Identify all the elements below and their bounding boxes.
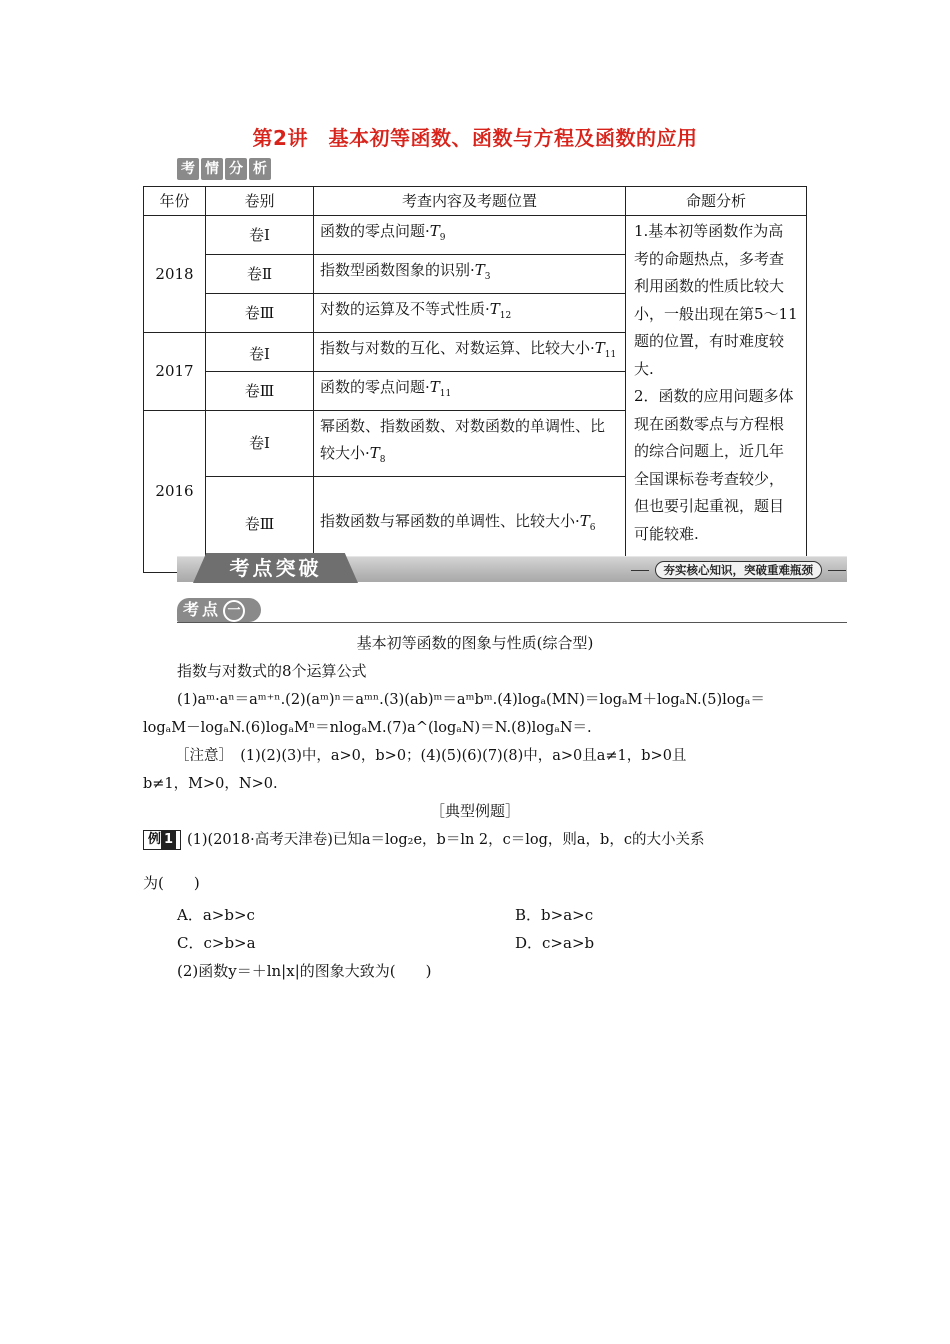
content-cell <box>314 333 626 372</box>
paper-cell: 卷Ⅲ <box>206 372 314 411</box>
divider <box>828 570 846 571</box>
paper-cell: 卷Ⅰ <box>206 216 314 255</box>
page-title: 第2讲 基本初等函数、函数与方程及函数的应用 <box>252 126 698 150</box>
paper-cell: 卷Ⅰ <box>206 333 314 372</box>
example-badge-number: 1 <box>161 831 176 849</box>
question-continuation: 为( ) <box>143 874 200 892</box>
kaodian-number-circle: 一 <box>223 600 245 622</box>
t-symbol: T <box>579 511 590 530</box>
kaodian-label <box>177 598 261 622</box>
analysis-text: 1.基本初等函数作为高考的命题热点，多考查利用函数的性质比较大小，一般出现在第5～11题的位置，有时难度较大. 2．函数的应用问题多体现在函数零点与方程根的综合问题上，近几年全国课标卷考查较少，但也要引起重视，题目可能较难. <box>634 222 798 543</box>
content-text: 对数的运算及不等式性质· <box>320 300 490 318</box>
table-header-row <box>144 187 807 216</box>
paper-cell: 卷Ⅰ <box>206 411 314 477</box>
question-text: (1)(2018·高考天津卷)已知a＝log₂e，b＝ln 2，c＝log，则a，b，c的大小关系 <box>187 832 705 848</box>
section-banner-tagline <box>631 561 847 579</box>
content-cell <box>314 372 626 411</box>
option-a[interactable]: A．a>b>c <box>177 906 255 924</box>
t-symbol: T <box>474 261 485 279</box>
analysis-cell <box>626 216 807 573</box>
option-d[interactable]: D．c>a>b <box>515 934 595 952</box>
section-banner-title: 考点突破 <box>229 556 322 580</box>
formula-heading: 指数与对数式的8个运算公式 <box>177 662 367 680</box>
option-c[interactable]: C．c>b>a <box>177 934 256 952</box>
example-1-question-1 <box>143 828 704 850</box>
year-cell: 2016 <box>144 411 206 573</box>
section-tag-char: 情 <box>201 158 223 180</box>
t-number: 6 <box>589 522 596 533</box>
content-cell <box>314 216 626 255</box>
t-symbol: T <box>369 444 380 462</box>
content-cell <box>314 411 626 477</box>
t-symbol: T <box>429 378 440 396</box>
example-badge-char: 例 <box>147 832 161 847</box>
section-tag-char: 析 <box>249 158 271 180</box>
year-cell: 2018 <box>144 216 206 333</box>
note-line-2: b≠1，M>0，N>0. <box>143 776 278 792</box>
content-text: 函数的零点问题· <box>320 378 430 396</box>
option-b[interactable]: B．b>a>c <box>515 906 594 924</box>
topic-title: 基本初等函数的图象与性质(综合型) <box>356 634 594 652</box>
t-symbol: T <box>594 339 605 357</box>
example-heading: ［典型例题］ <box>429 802 520 820</box>
year-cell: 2017 <box>144 333 206 411</box>
paper-cell: 卷Ⅲ <box>206 477 314 573</box>
header-year: 年份 <box>144 187 206 216</box>
t-number: 8 <box>379 455 386 465</box>
content-text: 指数型函数图象的识别· <box>320 261 475 279</box>
content-text: 函数的零点问题· <box>320 222 430 240</box>
section-tag-kaoqing <box>177 158 271 180</box>
t-symbol: T <box>489 300 500 318</box>
header-content: 考查内容及考题位置 <box>314 187 626 216</box>
kaodian-text: 考点 <box>183 600 222 619</box>
paper-cell: 卷Ⅱ <box>206 255 314 294</box>
t-number: 11 <box>439 389 452 399</box>
section-tag-char: 分 <box>225 158 247 180</box>
content-cell <box>314 255 626 294</box>
header-paper: 卷别 <box>206 187 314 216</box>
content-text: 指数与对数的互化、对数运算、比较大小· <box>320 339 595 357</box>
content-cell <box>314 294 626 333</box>
divider <box>631 570 649 571</box>
kaodian-underline <box>177 622 847 623</box>
content-text: 指数函数与幂函数的单调性、比较大小· <box>320 511 580 530</box>
tagline-text: 夯实核心知识，突破重难瓶颈 <box>655 561 823 579</box>
content-text: 幂函数、指数函数、对数函数的单调性、比较大小· <box>320 417 606 462</box>
t-number: 11 <box>604 350 617 360</box>
table-row <box>144 216 807 255</box>
t-symbol: T <box>429 222 440 240</box>
section-tag-char: 考 <box>177 158 199 180</box>
t-number: 12 <box>499 311 512 321</box>
formula-line-1: (1)aᵐ·aⁿ＝aᵐ⁺ⁿ.(2)(aᵐ)ⁿ＝aᵐⁿ.(3)(ab)ᵐ＝aᵐbᵐ.(4)logₐ(MN)＝logₐM＋logₐN.(5)logₐ＝ <box>177 692 765 708</box>
t-number: 9 <box>439 233 446 243</box>
header-analysis: 命题分析 <box>626 187 807 216</box>
formula-line-2: logₐM－logₐN.(6)logₐMⁿ＝nlogₐM.(7)a^(logₐN)＝N.(8)logₐN＝. <box>143 720 592 736</box>
note-line-1: ［注意］ (1)(2)(3)中，a>0，b>0；(4)(5)(6)(7)(8)中，a>0且a≠1，b>0且 <box>175 748 687 764</box>
exam-analysis-table <box>143 186 807 573</box>
example-1-question-2: (2)函数y＝＋ln|x|的图象大致为( ) <box>177 962 432 980</box>
paper-cell: 卷Ⅲ <box>206 294 314 333</box>
example-badge <box>143 830 181 850</box>
t-number: 3 <box>484 272 491 282</box>
